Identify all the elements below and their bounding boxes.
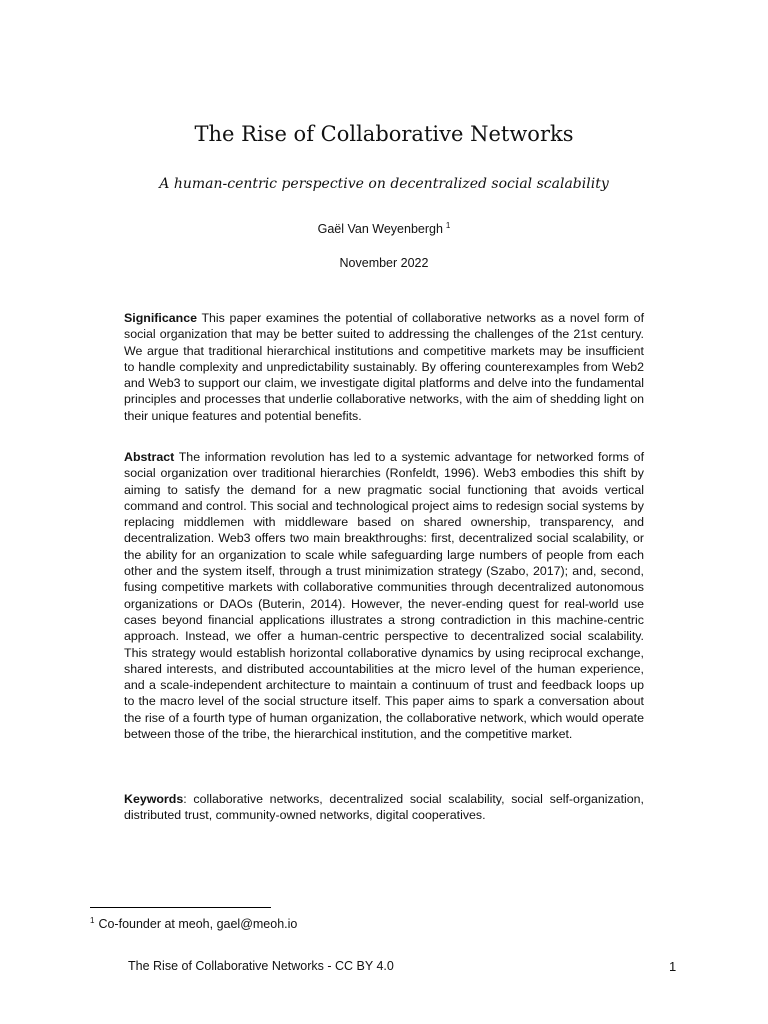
footnote-divider <box>90 907 271 908</box>
footnote-text: Co-founder at meoh, gael@meoh.io <box>98 917 298 931</box>
keywords-label: Keywords <box>124 792 184 806</box>
paper-title: The Rise of Collaborative Networks <box>194 122 574 146</box>
abstract-text: The information revolution has led to a systemic advantage for networked forms of social organization over traditional hierarchies (Ronfeldt, 1996). Web3 embodies this shift by aiming to satisfy the demand for a new pragmatic social functioning that avoids vertical command and control. This social and technological project aims to redesign social systems by replacing middlemen with middleware based on shared ownership, transparency, and decentralization. Web3 offers two main breakthroughs: first, decentralized social scalability, or the ability for an organization to scale while safeguarding large numbers of people from each other and the system itself, through a trust minimization strategy (Szabo, 2017); and, second, fusing competitive markets with collaborative communities through decentralized autonomous organizations or DAOs (Buterin, 2014). However, the never-ending quest for real-world use cases beyond financial applications illustrates a strong contradiction in this machine-centric approach. Instead, we offer a human-centric perspective to decentralized social scalability. This strategy would establish horizontal collaborative dynamics by using reciprocal exchange, shared interests, and distributed accountabilities at the micro level of the human experience, and a scale-independent architecture to maintain a continuum of trust and feedback loops up to the macro level of the social structure itself. This paper aims to spark a conversation about the rise of a fourth type of human organization, the collaborative network, which would operate between those of the tribe, the hierarchical institution, and the competitive market. <box>124 450 645 742</box>
author-line <box>0 221 768 236</box>
significance-text: This paper examines the potential of collaborative networks as a novel form of social organization that may be better suited to addressing the challenges of the 21st century. We argue that traditional hierarchical institutions and competitive markets may be insufficient to handle complexity and unpredictability sustainably. By offering counterexamples from Web2 and Web3 to support our claim, we investigate digital platforms and delve into the fundamental principles and processes that underlie collaborative networks, with the aim of shedding light on their unique features and potential benefits. <box>124 311 645 423</box>
footnote <box>90 916 297 931</box>
significance-label: Significance <box>124 311 197 325</box>
keywords-text: : collaborative networks, decentralized social scalability, social self-organization, distributed trust, community-owned networks, digital cooperatives. <box>124 792 644 823</box>
significance-paragraph <box>124 310 644 424</box>
abstract-label: Abstract <box>124 450 175 464</box>
author-footnote-marker: 1 <box>445 221 451 230</box>
author-name: Gaël Van Weyenbergh <box>317 222 443 236</box>
footnote-marker: 1 <box>90 916 95 925</box>
abstract-paragraph <box>124 449 644 742</box>
page-number: 1 <box>669 959 677 974</box>
running-footer: The Rise of Collaborative Networks - CC BY 4.0 <box>128 959 394 973</box>
publication-date: November 2022 <box>339 256 429 270</box>
paper-subtitle: A human-centric perspective on decentralized social scalability <box>159 176 609 192</box>
keywords-paragraph <box>124 791 644 824</box>
